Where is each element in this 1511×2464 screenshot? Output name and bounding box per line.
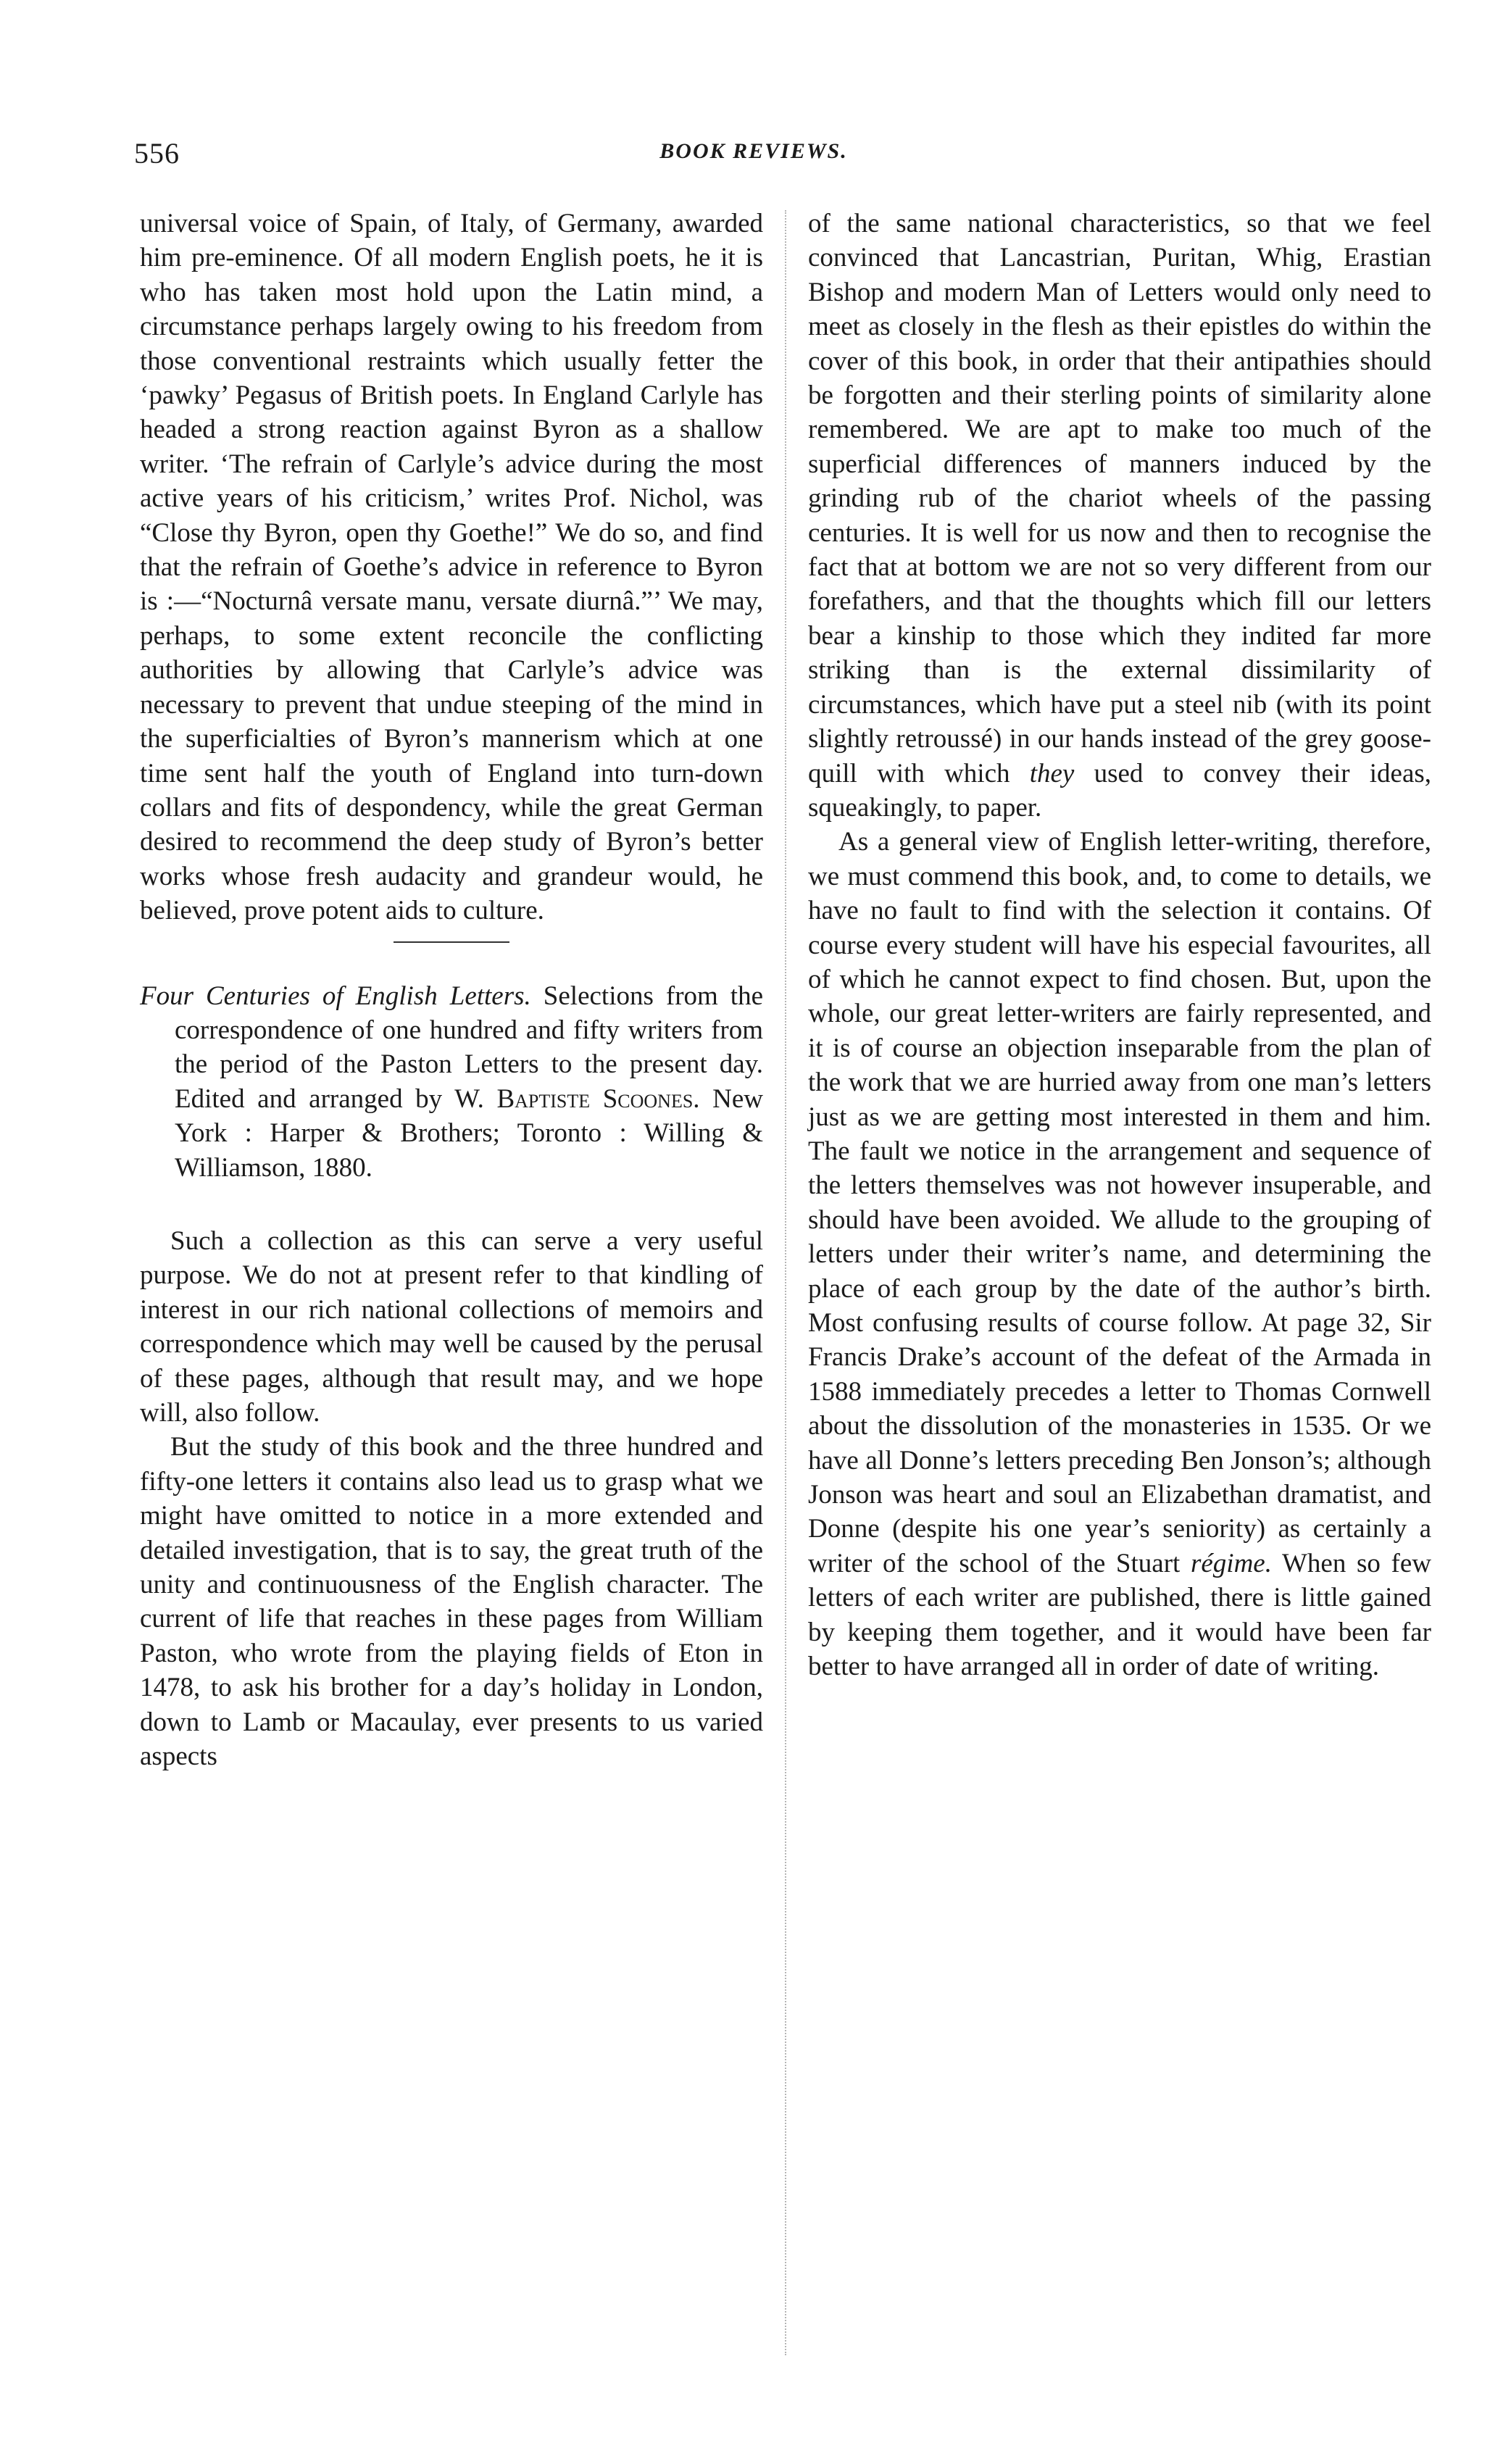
paragraph: [808, 825, 1431, 1683]
text-run: When so few letters of each writer are published, there is little gained by keeping them together, and it would have been far better to have arranged all in order of date of writing.: [808, 1548, 1431, 1682]
right-column: [808, 207, 1431, 1683]
spacer: [140, 1185, 763, 1224]
citation-publisher: New York : Harper & Brothers; Toronto : Willing & Williamson, 1880.: [175, 1083, 764, 1183]
citation-text: Selections from the correspondence of one hundred and fifty writers from the period of the Paston Letters to the present day. Edited and arranged by W.: [175, 981, 764, 1114]
italic-text: they: [1029, 758, 1075, 788]
text-run: of the same national characteristics, so that we feel convinced that Lancastrian, Puritan, Whig, Erastian Bishop and modern Man of Letters would only need to meet as closely in the flesh as their epistles do within the cover of this book, in order that their antipathies should be forgotten and their sterling points of similarity alone remembered. We are apt to make too much of the superficial differences of manners induced by the grinding rub of the chariot wheels of the passing centuries. It is well for us now and then to recognise the fact that at bottom we are not so very different from our forefathers, and that the thoughts which fill our letters bear a kinship to those which they indited far more striking than is the external dissimilarity of circumstances, which have put a steel nib (with its point slightly retroussé) in our hands instead of the grey goose-quill with which: [808, 209, 1431, 788]
text-run: As a general view of English letter-writing, therefore, we must commend this book, and, to come to details, we have no fault to find with the selection it contains. Of course every student will have his especial favourites, all of which he cannot expect to find chosen. But, upon the whole, our great letter-writers are fairly represented, and it is of course an objection inseparable from the plan of the work that we are hurried away from one man’s letters just as we are getting most interested in them and him. The fault we notice in the arrangement and sequence of the letters themselves was not however insuperable, and should have been avoided. We allude to the grouping of letters under their writer’s name, and determining the place of each group by the date of the author’s birth. Most confusing results of course follow. At page 32, Sir Francis Drake’s account of the defeat of the Armada in 1588 immediately precedes a letter to Thomas Cornwell about the dissolution of the monasteries in 1535. Or we have all Donne’s letters preceding Ben Jonson’s; although Jonson was heart and soul an Elizabethan dramatist, and Donne (despite his one year’s seniority) as certainly a writer of the school of the Stuart: [808, 827, 1431, 1578]
paragraph: [808, 207, 1431, 825]
editor-name: Baptiste Scoones.: [496, 1083, 700, 1114]
book-title: Four Centuries of English Letters.: [140, 981, 531, 1011]
column-divider: [785, 210, 786, 2355]
section-separator: [394, 941, 509, 943]
page-header: [134, 136, 1373, 180]
text-run: used to convey their ideas, squeakingly, to paper.: [808, 758, 1432, 823]
italic-text: régime.: [1190, 1548, 1272, 1578]
paragraph: Such a collection as this can serve a very useful purpose. We do not at present refer to that kindling of interest in our rich national collections of memoirs and correspondence which may well be caused by the perusal of these pages, although that result may, and we hope will, also follow.: [140, 1225, 763, 1428]
left-column: [140, 207, 763, 1773]
page-number: 556: [134, 137, 180, 170]
running-head: BOOK REVIEWS.: [659, 139, 848, 163]
paragraph: universal voice of Spain, of Italy, of Germany, awarded him pre-eminence. Of all modern English poets, he it is who has taken most hold upon the Latin mind, a circumstance perhaps largely owing to his freedom from those conventional restraints which usually fetter the ‘pawky’ Pegasus of British poets. In England Carlyle has headed a strong reaction against Byron as a shallow writer. ‘The refrain of Carlyle’s advice during the most active years of his criticism,’ writes Prof. Nichol, was “Close thy Byron, open thy Goethe!” We do so, and find that the refrain of Goethe’s advice in reference to Byron is :—“Nocturnâ versate manu, versate diurnâ.”’ We may, perhaps, to some extent reconcile the conflicting authorities by allowing that Carlyle’s advice was necessary to prevent that undue steeping of the mind in the superficialties of Byron’s mannerism which at one time sent half the youth of England into turn-down collars and fits of despondency, while the great German desired to recommend the deep study of Byron’s better works whose fresh audacity and grandeur would, he believed, prove potent aids to culture.: [140, 209, 763, 926]
book-citation: [140, 979, 763, 1185]
paragraph: But the study of this book and the three hundred and fifty-one letters it contains also lead us to grasp what we might have omitted to notice in a more extended and detailed investigation, that is to say, the great truth of the unity and continuousness of the English character. The current of life that reaches in these pages from William Paston, who wrote from the playing fields of Eton in 1478, to ask his brother for a day’s holiday in London, down to Lamb or Macaulay, ever presents to us varied aspects: [140, 1432, 763, 1772]
